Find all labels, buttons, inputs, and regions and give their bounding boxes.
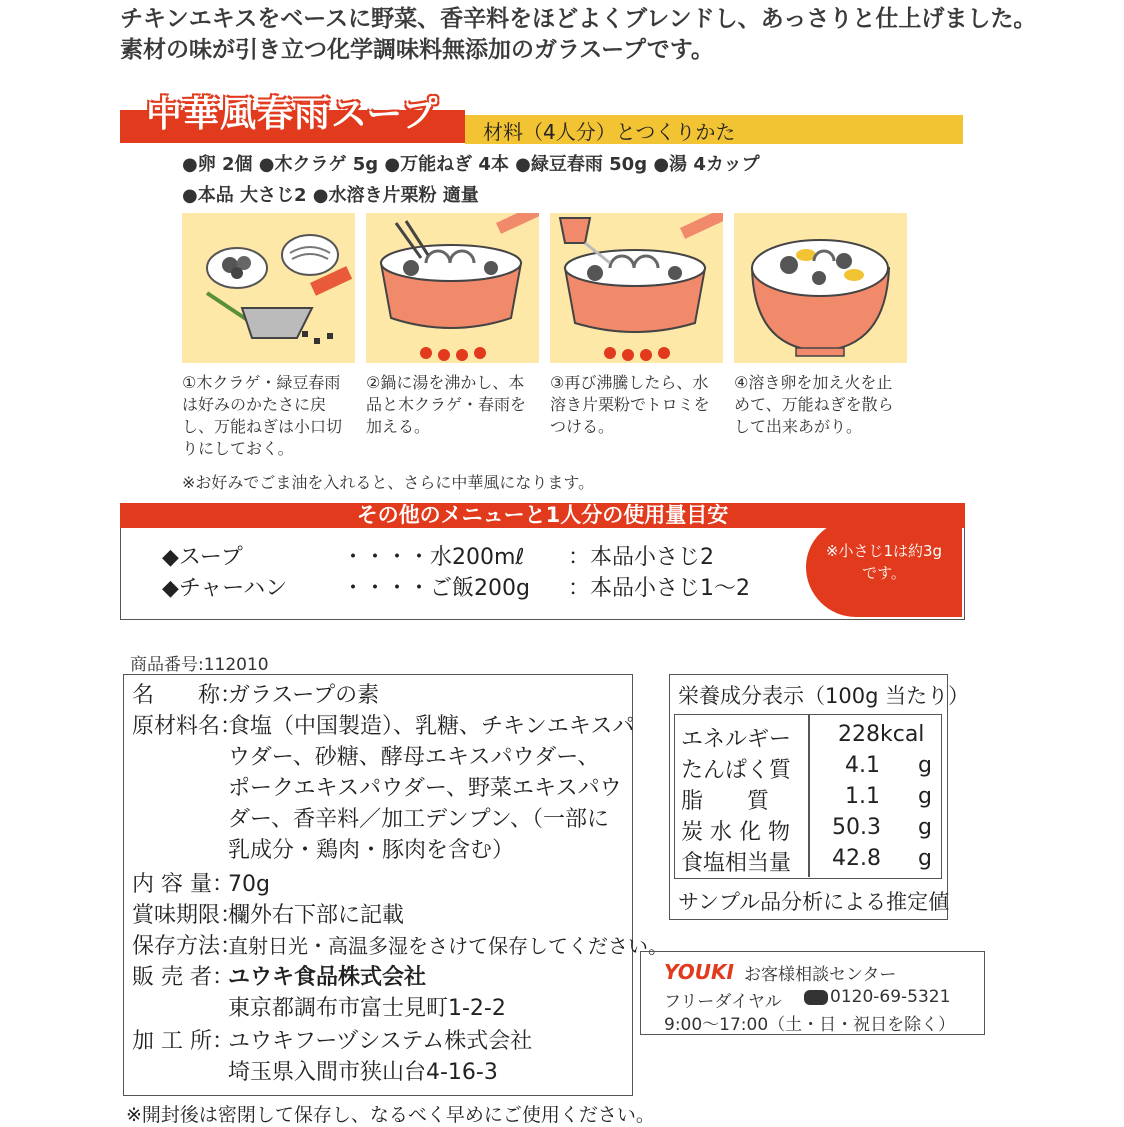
step-3-illustration [550, 213, 723, 363]
name-value: ガラスープの素 [228, 683, 380, 708]
ingredients-line-b: ウダー、砂糖、酵母エキスパウダー、 [228, 745, 600, 770]
maker-value: ユウキフーヅシステム株式会社 [228, 1029, 533, 1054]
seller-address: 東京都調布市富士見町1-2-2 [228, 996, 506, 1021]
nutrition-label-fat: 脂 質 [681, 789, 770, 814]
step-2-text: ②鍋に湯を沸かし、本品と木クラゲ・春雨を加える。 [366, 373, 527, 436]
freedial-icon [804, 990, 828, 1005]
recipe-note: ※お好みでごま油を入れると、さらに中華風になります。 [182, 473, 595, 492]
recipe-subtitle: 材料（4人分）とつくりかた [483, 120, 736, 144]
badge-line-2: です。 [862, 564, 906, 582]
nutrition-unit-salt: g [918, 846, 932, 871]
step-1-illustration [182, 213, 355, 363]
nutrition-unit-protein: g [918, 753, 932, 778]
nutrition-label-salt: 食塩相当量 [681, 851, 792, 876]
badge-line-1: ※小さじ1は約3g [825, 542, 943, 560]
youki-logo: YOUKI [664, 960, 734, 984]
phone-number[interactable]: 0120-69-5321 [830, 987, 951, 1007]
nutrition-value-carbs: 50.3 [832, 815, 881, 840]
step-4-illustration [734, 213, 907, 363]
nutrition-value-energy: 228kcal [838, 722, 925, 747]
menu-row-1-name: ◆スープ [162, 545, 243, 570]
nutrition-label-energy: エネルギー [681, 727, 792, 752]
step-4-text: ④溶き卵を加え火を止めて、万能ねぎを散らして出来あがり。 [734, 373, 894, 436]
pot-boiling-icon [366, 213, 539, 363]
bestby-value: 欄外右下部に記載 [228, 903, 405, 928]
product-number: 商品番号:112010 [130, 655, 269, 675]
menu-row-2-amount: ：本品小さじ1〜2 [568, 576, 750, 601]
intro-line-2: 素材の味が引き立つ化学調味料無添加のガラスープです。 [120, 37, 714, 63]
name-label: 名 称： [132, 683, 243, 708]
cs-hours: 9:00〜17:00（土・日・祝日を除く） [664, 1015, 956, 1035]
menu-row-1-amount: ：本品小さじ2 [568, 545, 714, 570]
seller-value: ユウキ食品株式会社 [228, 965, 427, 990]
nutrition-note: サンプル品分析による推定値 [678, 890, 950, 914]
footer-note: ※開封後は密閉して保存し、なるべく早めにご使用ください。 [126, 1104, 655, 1126]
content-value: 70g [228, 872, 270, 897]
storage-value: 直射日光・高温多湿をさけて保存してください。 [228, 934, 668, 958]
nutrition-value-salt: 42.8 [832, 846, 881, 871]
menu-row-2-name: ◆チャーハン [162, 576, 288, 601]
dial-label: フリーダイヤル [664, 992, 782, 1012]
ingredients-line-a: 食塩（中国製造）、乳糖、チキンエキスパ [228, 714, 635, 739]
bestby-label: 賞味期限： [132, 903, 243, 928]
ingredients-label: 原材料名： [132, 714, 243, 739]
storage-label: 保存方法： [132, 934, 243, 959]
step-2-illustration [366, 213, 539, 363]
step-3-text: ③再び沸騰したら、水溶き片栗粉でトロミをつける。 [550, 373, 710, 436]
ingredients-line-d: ダー、香辛料／加工デンプン、（一部に [228, 807, 610, 832]
nutrition-title: 栄養成分表示（100g 当たり） [678, 684, 970, 708]
recipe-title: 中華風春雨スープ [146, 94, 439, 135]
nutrition-value-fat: 1.1 [845, 784, 880, 809]
cs-title: お客様相談センター [744, 965, 897, 985]
pot-thickening-icon [550, 213, 723, 363]
seller-label: 販 売 者： [132, 965, 234, 990]
nutrition-unit-fat: g [918, 784, 932, 809]
ingredients-line-c: ポークエキスパウダー、野菜エキスパウ [228, 776, 622, 801]
maker-address: 埼玉県入間市狭山台4-16-3 [228, 1060, 498, 1085]
nutrition-unit-carbs: g [918, 815, 932, 840]
step-1-text: ①木クラゲ・緑豆春雨は好みのかたさに戻し、万能ねぎは小口切りにしておく。 [182, 373, 343, 458]
nutrition-label-protein: たんぱく質 [681, 758, 792, 783]
nutrition-divider [808, 714, 810, 877]
menu-row-1-base: ・・・・水200mℓ [342, 545, 525, 570]
content-label: 内 容 量： [132, 872, 234, 897]
menu-header: その他のメニューと1人分の使用量目安 [120, 503, 965, 528]
intro-line-1: チキンエキスをベースに野菜、香辛料をほどよくブレンドし、あっさりと仕上げました。 [120, 6, 1037, 32]
intro-text [120, 4, 1120, 66]
ingredients-knife-icon [182, 213, 355, 363]
ingredients-line-1: ●卵 2個 ●木クラゲ 5g ●万能ねぎ 4本 ●緑豆春雨 50g ●湯 4カップ [182, 154, 760, 175]
teaspoon-note-badge [806, 520, 962, 617]
nutrition-value-protein: 4.1 [845, 753, 880, 778]
ingredients-line-2: ●本品 大さじ2 ●水溶き片栗粉 適量 [182, 185, 479, 206]
soup-bowl-icon [734, 213, 907, 363]
nutrition-label-carbs: 炭 水 化 物 [681, 820, 790, 845]
ingredients-line-e: 乳成分・鶏肉・豚肉を含む） [228, 838, 515, 863]
menu-row-2-base: ・・・・ご飯200g [342, 576, 530, 601]
maker-label: 加 工 所： [132, 1029, 234, 1054]
